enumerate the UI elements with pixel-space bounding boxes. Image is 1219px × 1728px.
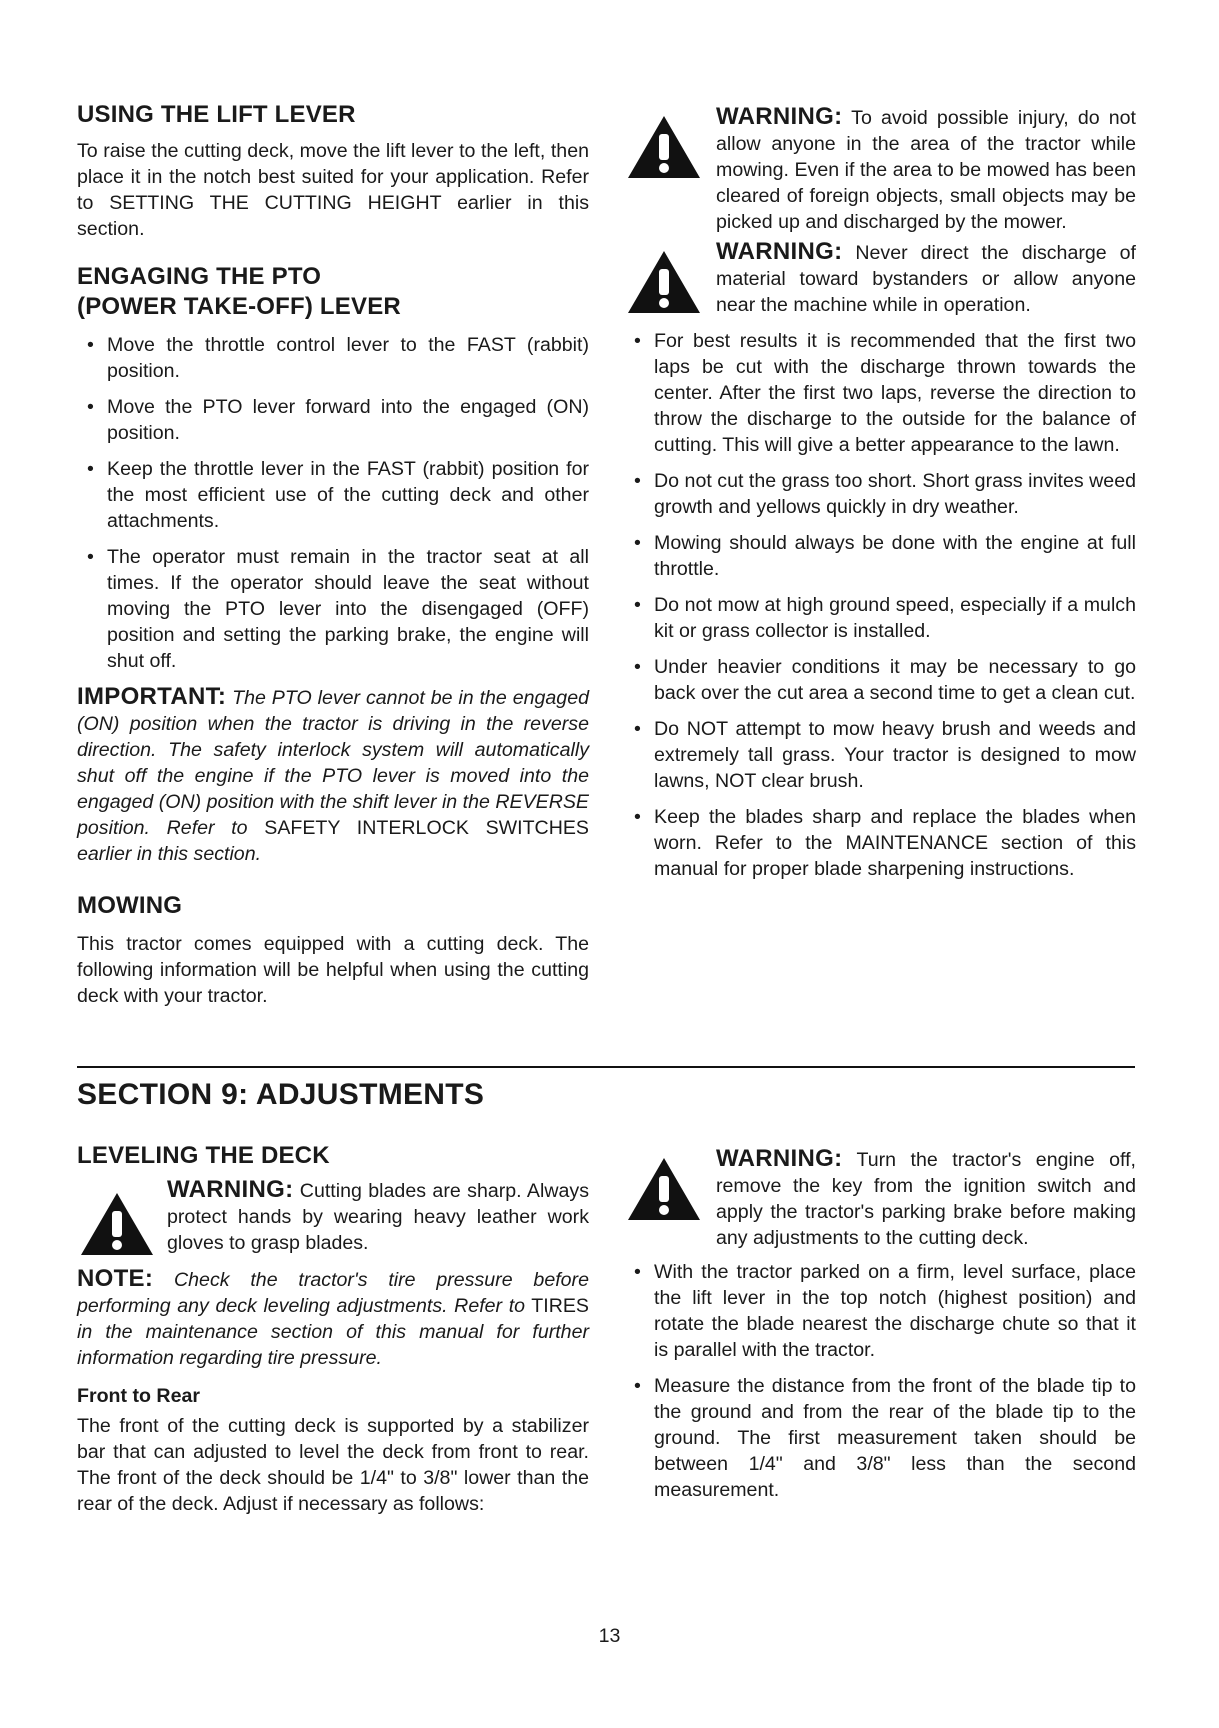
warning-text: Turn the tractor's engine off, remove the key from the ignition switch and apply the tractor's parking brake before making any adjustments to the cutting deck. (716, 1149, 1136, 1249)
important-reference: SAFETY INTERLOCK SWITCHES (264, 817, 589, 839)
mowing-bullet-list (624, 328, 1136, 882)
mowing-text: This tractor comes equipped with a cutting deck. The following information will be helpful when using the cutting deck with your tractor. (77, 933, 589, 1007)
list-item: • The operator must remain in the tractor seat at all times. If the operator should leave the seat without moving the PTO lever into the disengaged (OFF) position and setting the parking brake, the engine will shut off. (77, 544, 589, 674)
leveling-heading: LEVELING THE DECK (77, 1142, 330, 1169)
top-left-column (77, 100, 589, 1009)
list-item: • With the tractor parked on a firm, level surface, place the lift lever in the top notch (highest position) and rotate the blade nearest the discharge chute so that it is parallel with the tractor. (624, 1259, 1136, 1363)
list-item: • Move the PTO lever forward into the engaged (ON) position. (77, 394, 589, 446)
mowing-heading: MOWING (77, 892, 183, 919)
note-text-end: in the maintenance section of this manual for further information regarding tire pressure. (77, 1321, 589, 1369)
front-to-rear-heading: Front to Rear (77, 1385, 201, 1407)
list-item: • Under heavier conditions it may be necessary to go back over the cut area a second time to get a clean cut. (624, 654, 1136, 706)
warning-triangle-icon (626, 114, 702, 180)
warning-triangle-icon (626, 1156, 702, 1222)
page-number: 13 (598, 1625, 621, 1647)
warning-bystanders (624, 104, 1136, 235)
important-note (77, 684, 589, 867)
warning-triangle-icon (626, 249, 702, 315)
warning-text: To avoid possible injury, do not allow anyone in the area of the tractor while mowing. Even if the area to be mowed has been cleared of foreign objects, small objects may be picked up and discharged by the mower. (716, 107, 1136, 233)
important-text-end: earlier in this section. (77, 843, 262, 865)
important-text: The PTO lever cannot be in the engaged (ON) position when the tractor is driving in the reverse direction. The safety interlock system will automatically shut off the engine if the PTO lever is moved into the engaged (ON) position with the shift lever in the REVERSE position. Refer to (77, 687, 589, 839)
list-item: • Measure the distance from the front of the blade tip to the ground and from the rear of the blade tip to the ground. The first measurement taken should be between 1/4" and 3/8" less than the second measurement. (624, 1373, 1136, 1503)
section-title: SECTION 9: ADJUSTMENTS (77, 1078, 485, 1111)
important-label: IMPORTANT: (77, 683, 227, 710)
warning-label: WARNING: (167, 1176, 294, 1203)
lift-lever-text: To raise the cutting deck, move the lift lever to the left, then place it in the notch best suited for your application. Refer to SETTING THE CUTTING HEIGHT earlier in this section. (77, 140, 589, 240)
warning-engine-off (624, 1146, 1136, 1251)
bottom-right-column (624, 1146, 1136, 1513)
top-right-column (624, 104, 1136, 892)
pto-bullet-list (77, 332, 589, 674)
note (77, 1266, 589, 1371)
warning-label: WARNING: (716, 238, 843, 265)
warning-label: WARNING: (716, 103, 843, 130)
warning-blades (77, 1177, 589, 1256)
warning-triangle-icon (79, 1191, 155, 1257)
warning-text: Cutting blades are sharp. Always protect hands by wearing heavy leather work gloves to grasp blades. (167, 1180, 589, 1254)
bottom-left-column (77, 1141, 589, 1517)
list-item: • Do NOT attempt to mow heavy brush and weeds and extremely tall grass. Your tractor is designed to mow lawns, NOT clear brush. (624, 716, 1136, 794)
front-to-rear-text: The front of the cutting deck is supported by a stabilizer bar that can adjusted to level the deck from front to rear. The front of the deck should be 1/4" to 3/8" lower than the rear of the deck. Adjust if necessary as follows: (77, 1415, 589, 1515)
lift-lever-heading: USING THE LIFT LEVER (77, 101, 356, 128)
list-item: • For best results it is recommended that the first two laps be cut with the discharge thrown towards the center. After the first two laps, reverse the direction to throw the discharge to the outside for the balance of cutting. This will give a better appearance to the lawn. (624, 328, 1136, 458)
warning-text: Never direct the discharge of material toward bystanders or allow anyone near the machine while in operation. (716, 242, 1136, 316)
section-divider (77, 1066, 1135, 1068)
note-text: Check the tractor's tire pressure before performing any deck leveling adjustments. Refer to (77, 1269, 589, 1317)
list-item: • Mowing should always be done with the engine at full throttle. (624, 530, 1136, 582)
list-item: • Do not cut the grass too short. Short grass invites weed growth and yellows quickly in dry weather. (624, 468, 1136, 520)
leveling-bullet-list (624, 1259, 1136, 1503)
note-label: NOTE: (77, 1265, 154, 1292)
pto-heading-line1: ENGAGING THE PTO (77, 263, 322, 290)
list-item: • Do not mow at high ground speed, especially if a mulch kit or grass collector is installed. (624, 592, 1136, 644)
list-item: • Move the throttle control lever to the FAST (rabbit) position. (77, 332, 589, 384)
pto-heading-line2: (POWER TAKE-OFF) LEVER (77, 293, 401, 320)
warning-label: WARNING: (716, 1145, 843, 1172)
warning-discharge (624, 239, 1136, 318)
list-item: • Keep the throttle lever in the FAST (rabbit) position for the most efficient use of the cutting deck and other attachments. (77, 456, 589, 534)
note-reference: TIRES (531, 1295, 589, 1317)
list-item: • Keep the blades sharp and replace the blades when worn. Refer to the MAINTENANCE section of this manual for proper blade sharpening instructions. (624, 804, 1136, 882)
